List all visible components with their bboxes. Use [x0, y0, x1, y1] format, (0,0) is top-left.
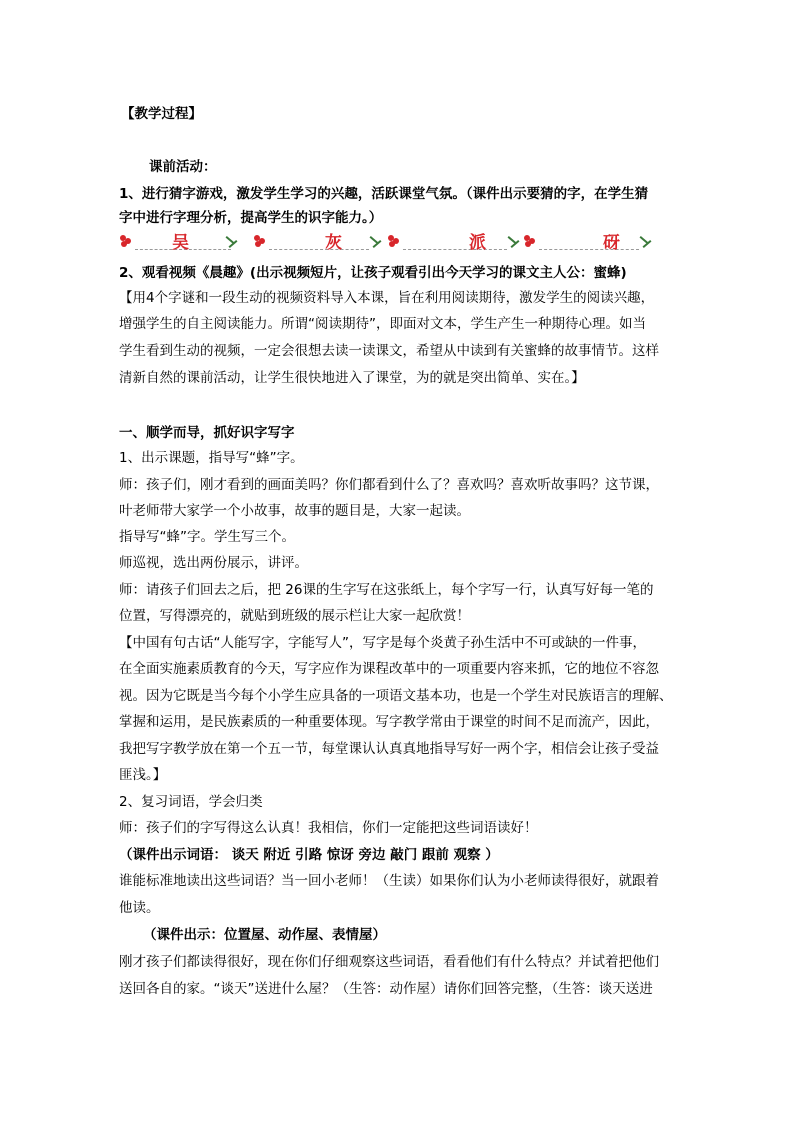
riddle-underline: [403, 249, 507, 250]
pre-class-heading: 课前活动：: [149, 159, 217, 175]
body-line: 师巡视，选出两份展示，讲评。: [119, 555, 308, 571]
pre-class-note-line: 【用4个字谜和一段生动的视频资料导入本课，旨在利用阅读期待，激发学生的阅读兴趣，: [119, 290, 655, 306]
vine-icon: [639, 235, 653, 249]
flower-icon: [387, 234, 401, 248]
riddle-char: 派: [469, 233, 486, 253]
riddle-item: [253, 231, 383, 253]
part1-heading: 一、顺学而导，抓好识字写字: [119, 425, 295, 441]
riddle-row: [119, 231, 659, 253]
riddle-char: 灰: [325, 233, 342, 253]
flower-icon: [119, 234, 133, 248]
riddle-char: 砑: [603, 233, 620, 253]
riddle-item: [523, 231, 659, 253]
section-title: 【教学过程】: [121, 106, 202, 122]
pre-class-note-line: 清新自然的课前活动，让学生很快地进入了课堂，为的就是突出简单、实在。】: [119, 370, 585, 386]
riddle-item: [387, 231, 517, 253]
body-line: 谁能标准地读出这些词语？当一回小老师！（生读）如果你们认为小老师读得很好，就跟着: [119, 873, 659, 889]
vine-icon: [507, 235, 521, 249]
part1-sub2: 2、复习词语，学会归类: [119, 794, 263, 810]
teacher-line: 师：孩子们的字写得这么认真！我相信，你们一定能把这些词语读好！: [119, 820, 538, 836]
pre-class-note-line: 学生看到生动的视频，一定会很想去读一读课文，希望从中读到有关蜜蜂的故事情节。这样: [119, 343, 659, 359]
part1-note-line: 在全面实施素质教育的今天，写字应作为课程改革中的一项重要内容来抓，它的地位不容忽: [119, 661, 659, 677]
pre-class-item2: 2、观看视频《晨趣》(出示视频短片，让孩子观看引出今天学习的课文主人公：蜜蜂): [119, 265, 627, 281]
riddle-char: 吴: [172, 233, 189, 253]
body-line: 他读。: [119, 900, 160, 916]
riddle-underline: [539, 249, 639, 250]
body-line: 送回各自的家。“谈天”送进什么屋？（生答：动作屋）请你们回答完整，（生答：谈天送进: [119, 981, 653, 997]
pre-class-item1-line1: 1、进行猜字游戏，激发学生学习的兴趣，活跃课堂气氛。（课件出示要猜的字，在学生猜: [119, 186, 649, 202]
teacher-line: 位置，写得漂亮的，就贴到班级的展示栏让大家一起欣赏！: [119, 608, 470, 624]
teacher-line: 师：孩子们，刚才看到的画面美吗？你们都看到什么了？喜欢吗？喜欢听故事吗？这节课，: [119, 477, 659, 493]
pre-class-item1-line2: 字中进行字理分析，提高学生的识字能力。）: [119, 210, 383, 226]
part1-note-line: 匪浅。】: [119, 767, 167, 783]
riddle-item: [119, 231, 249, 253]
body-line: 刚才孩子们都读得很好，现在你们仔细观察这些词语，看看他们有什么特点？并试着把他们: [119, 954, 659, 970]
teacher-line: 师：请孩子们回去之后，把 26课的生字写在这张纸上，每个字写一行，认真写好每一笔的: [119, 582, 654, 598]
part1-sub1: 1、出示课题，指导写“蜂”字。: [119, 450, 304, 466]
body-line: 指导写“蜂”字。学生写三个。: [119, 529, 295, 545]
teacher-line: 叶老师带大家学一个小故事，故事的题目是，大家一起读。: [119, 503, 470, 519]
riddle-underline: [269, 249, 369, 250]
vine-icon: [369, 235, 383, 249]
words-display-line: （课件出示词语： 谈天 附近 引路 惊讶 旁边 敲门 跟前 观察 ）: [119, 847, 499, 863]
part1-note-line: 我把写字教学放在第一个五一节，每堂课认认真真地指导写好一两个字，相信会让孩子受益: [119, 741, 659, 757]
pre-class-note-line: 增强学生的自主阅读能力。所谓“阅读期待”，即面对文本，学生产生一种期待心理。如当: [119, 316, 646, 332]
flower-icon: [523, 234, 537, 248]
vine-icon: [225, 235, 239, 249]
part1-note-line: 【中国有句古话“人能写字，字能写人”，写字是每个炎黄子孙生活中不可或缺的一件事，: [119, 635, 646, 651]
part1-note-line: 掌握和运用，是民族素质的一种重要体现。写字教学常由于课堂的时间不足而流产，因此，: [119, 714, 659, 730]
houses-display-line: （课件出示：位置屋、动作屋、表情屋）: [143, 927, 386, 943]
flower-icon: [253, 234, 267, 248]
part1-note-line: 视。因为它既是当今每个小学生应具备的一项语文基本功，也是一个学生对民族语言的理解、: [119, 688, 673, 704]
